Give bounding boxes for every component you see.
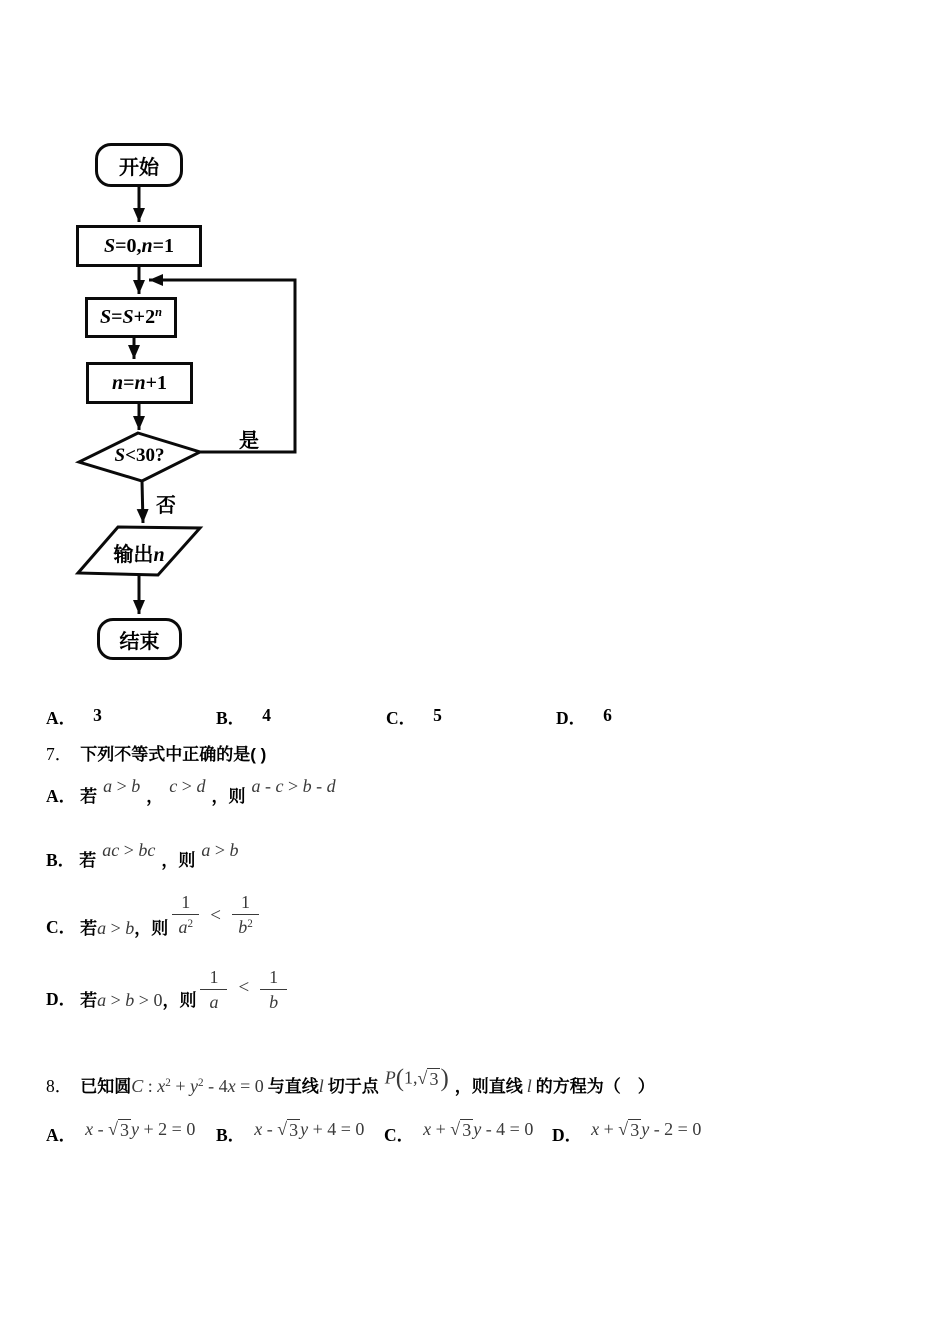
q7-stem: 下列不等式中正确的是( ) [80, 745, 267, 764]
q7-option-c: C． 若 a > b ，则 $\frac{1}{a^2}$ < $\frac{1}{b^2}$ [46, 893, 263, 940]
q8-options-row [0, 1119, 950, 1162]
fc-yes-label: 是 [239, 430, 259, 452]
point-p: P(1, √ 3 ) [384, 1065, 449, 1093]
line-symbol-l: l [318, 1076, 324, 1096]
q7-option-a: A． 若a > b，c > d，则a - c > b - d [46, 776, 336, 806]
q7-option-b: B． 若ac > bc，则a > b [46, 840, 239, 870]
radical: √ 3 [108, 1119, 130, 1141]
fc-output-label: 输出n [113, 544, 165, 566]
fc-start-label: 开始 [119, 156, 159, 179]
q7-number: 7． [46, 744, 73, 764]
fc-acc-box [85, 297, 177, 338]
fraction: $\frac{1}{b^2}$ [232, 893, 259, 940]
q8-option-a: A． x - √ 3 y + 2 = 0 [46, 1119, 196, 1145]
fc-end-box [97, 618, 182, 660]
q6-options-row [0, 705, 950, 733]
flowchart-connectors-svg [55, 138, 385, 678]
q6-option-d: D． 6 [556, 705, 612, 728]
fc-acc-label: $S=S+2^n$ [100, 305, 162, 328]
q7-stem-row [46, 740, 266, 766]
fraction: $\frac{1}{b}$ [260, 968, 287, 1012]
fc-incr-label: n=n+1 [111, 371, 168, 394]
fc-cond-label: S<30? [114, 445, 165, 466]
q8-option-b: B． x - √ 3 y + 4 = 0 [216, 1119, 365, 1145]
q7-option-d: D． 若 a > b > 0 ，则 $\frac{1}{a}$ < $\frac{1}{b}$ [46, 968, 291, 1012]
fc-incr-box [86, 362, 193, 404]
q6-option-b: B． 4 [216, 705, 271, 728]
q8-option-c: C． x + √ 3 y - 4 = 0 [384, 1119, 534, 1145]
radical: √ 3 [450, 1119, 472, 1141]
fraction: $\frac{1}{a^2}$ [172, 893, 199, 940]
line-symbol-l: l [526, 1076, 532, 1096]
fc-start-box [95, 143, 183, 187]
radical: √ 3 [618, 1119, 640, 1141]
fc-init-box [76, 225, 202, 267]
q8-option-d: D． x + √ 3 y - 2 = 0 [552, 1119, 702, 1145]
fc-init-label: S=0,n=1 [103, 234, 175, 257]
fc-end-label: 结束 [119, 630, 160, 653]
q6-option-a: A． 3 [46, 705, 102, 728]
radical: √ 3 [417, 1068, 439, 1089]
q8-stem-row: 8． 已知圆C : $x^2 + y^2 - 4x = 0$ 与直线l 切于点 P(1, √ 3 ) ，则直线 l 的方程为（ ） [46, 1065, 655, 1096]
q8-number: 8． [46, 1076, 73, 1096]
flowchart [55, 138, 385, 678]
fc-no-label: 否 [156, 495, 176, 517]
radical: √ 3 [277, 1119, 299, 1141]
q6-option-c: C． 5 [386, 705, 442, 728]
arrow-cond-to-output [142, 481, 143, 523]
fraction: $\frac{1}{a}$ [200, 968, 227, 1012]
